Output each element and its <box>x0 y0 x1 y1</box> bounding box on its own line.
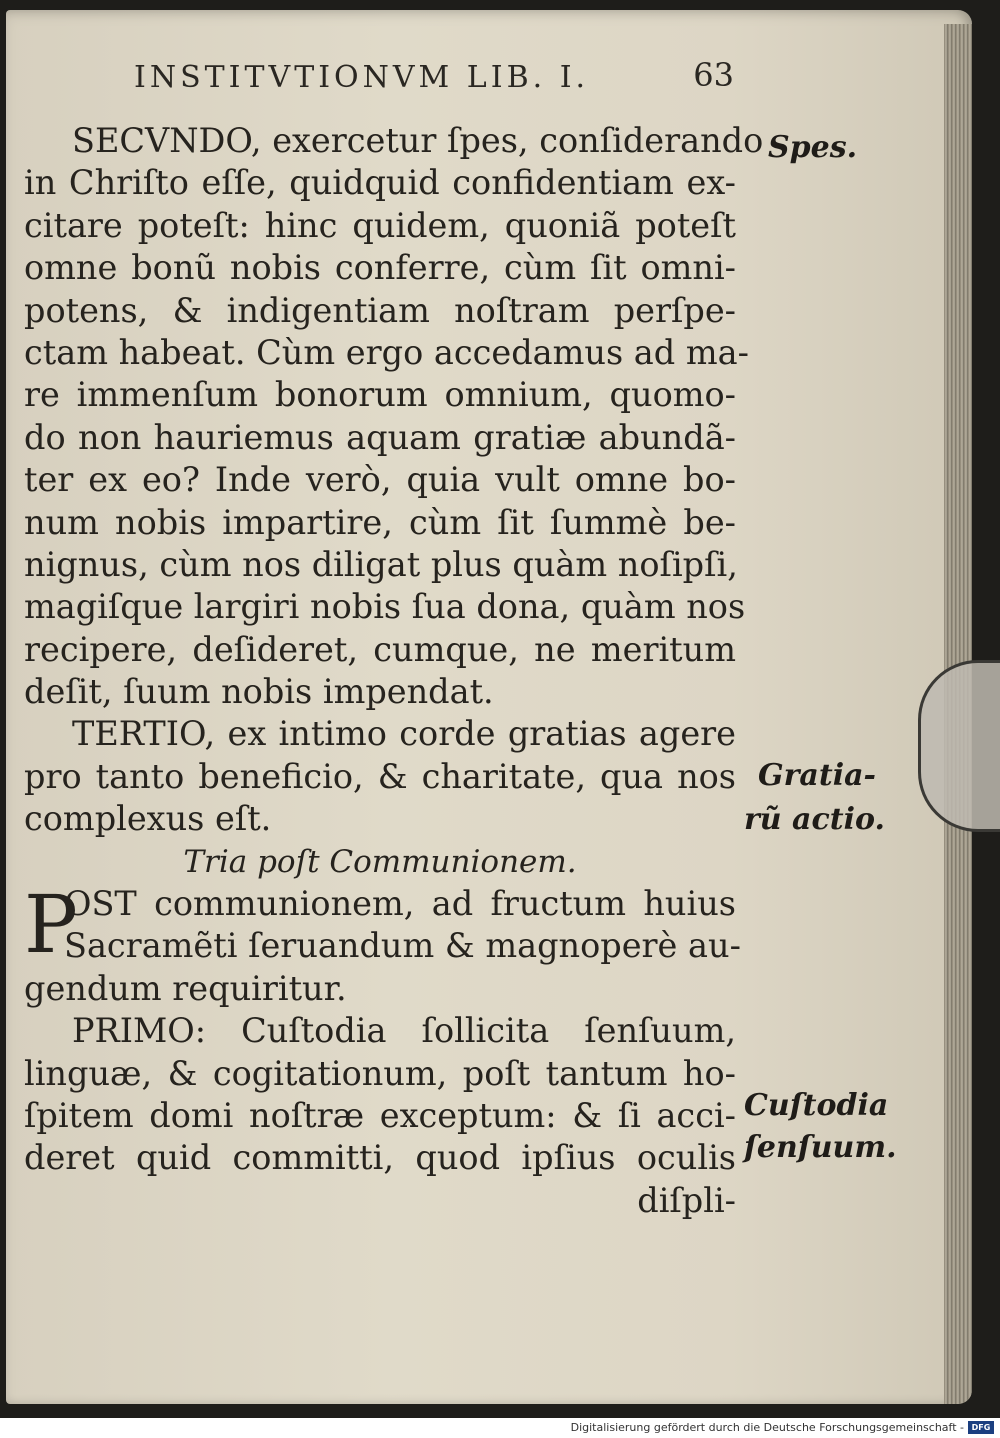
margin-note-gratiarum-2: rũ actio. <box>744 802 885 837</box>
margin-note-custodia-1: Cuſtodia <box>744 1088 889 1123</box>
text-line <box>24 671 736 713</box>
page-number: 63 <box>693 56 734 94</box>
text-line-content: deſit, ſuum nobis impendat. <box>24 672 494 712</box>
running-title: INSTITVTIONVM LIB. I. <box>134 60 590 95</box>
text-line <box>24 374 736 416</box>
text-line-content: TERTIO, ex intimo corde gratias agere <box>72 714 736 754</box>
text-line-content: gendum requiritur. <box>24 968 347 1008</box>
text-line-content: magiſque largiri nobis ſua dona, quàm nos <box>24 587 746 627</box>
footer-credit: Digitalisierung gefördert durch die Deutsche Forschungsgemeinschaft - <box>570 1421 964 1434</box>
text-line <box>24 544 736 586</box>
text-line <box>24 968 736 1010</box>
text-line <box>24 1010 736 1052</box>
drop-cap: P <box>24 878 78 972</box>
margin-note-gratiarum-1: Gratia- <box>758 758 877 793</box>
dfg-logo: DFG <box>968 1421 994 1434</box>
text-line-content: in Chriſto eſſe, quidquid confidentiam ex- <box>24 163 736 203</box>
text-line-content: pro tanto beneficio, & charitate, qua nos <box>24 756 736 796</box>
text-line-content: potens, & indigentiam noſtram perſpe- <box>24 290 736 330</box>
text-line-content: diſpli- <box>637 1180 736 1220</box>
text-line-content: ter ex eo? Inde verò, quia vult omne bo- <box>24 460 736 500</box>
text-line <box>24 459 736 501</box>
text-line <box>24 841 736 883</box>
text-line-content: do non hauriemus aquam gratiæ abundã- <box>24 417 736 457</box>
text-line <box>24 205 736 247</box>
text-line-content: Tria poſt Communionem. <box>183 843 577 880</box>
book-page <box>6 10 972 1404</box>
text-line-content: Sacramẽti ſeruandum & magnoperè au- <box>64 926 741 966</box>
text-line <box>24 1053 736 1095</box>
text-line <box>24 586 746 628</box>
text-line-content: recipere, deſideret, cumque, ne meritum <box>24 629 736 669</box>
text-line-content: linguæ, & cogitationum, poſt tantum ho- <box>24 1053 736 1093</box>
text-line-content: num nobis impartire, cùm ſit ſummè be- <box>24 502 736 542</box>
running-header <box>134 54 734 104</box>
text-line-content: citare poteſt: hinc quidem, quoniã poteſt <box>24 205 736 245</box>
text-line-content: deret quid committi, quod ipſius oculis <box>24 1138 736 1178</box>
text-line-content: PRIMO: Cuſtodia ſollicita ſenſuum, <box>72 1011 736 1051</box>
text-line <box>24 798 736 840</box>
text-line <box>24 502 736 544</box>
text-line <box>24 120 764 162</box>
text-line-content: ſpitem domi noſtræ exceptum: & ſi acci- <box>24 1095 736 1135</box>
text-line <box>24 247 736 289</box>
text-line-content: SECVNDO, exercetur ſpes, conſiderando <box>72 121 764 160</box>
text-line <box>24 162 736 204</box>
text-line <box>24 290 736 332</box>
margin-note-custodia-2: ſenſuum. <box>744 1130 897 1165</box>
text-line-content: nignus, cùm nos diligat plus quàm noſipſi, <box>24 544 738 584</box>
text-line <box>24 629 736 671</box>
footer-bar <box>0 1418 1000 1438</box>
text-line <box>24 1095 736 1137</box>
text-line <box>24 332 749 374</box>
text-line-content: ctam habeat. Cùm ergo accedamus ad ma- <box>24 332 749 372</box>
text-line <box>24 756 736 798</box>
text-line-content: OST communionem, ad fructum huius <box>64 884 736 924</box>
margin-note-spes: Spes. <box>768 130 858 165</box>
text-line-content: complexus eſt. <box>24 799 272 839</box>
text-line <box>24 417 736 459</box>
text-line <box>24 925 741 967</box>
text-line-content: omne bonũ nobis conferre, cùm ſit omni- <box>24 248 736 288</box>
text-line <box>24 1180 736 1222</box>
text-line <box>24 713 736 755</box>
text-line <box>24 1137 736 1179</box>
body-text <box>24 120 764 1222</box>
page-clip <box>918 660 1000 832</box>
text-line-content: re immenſum bonorum omnium, quomo- <box>24 375 736 415</box>
